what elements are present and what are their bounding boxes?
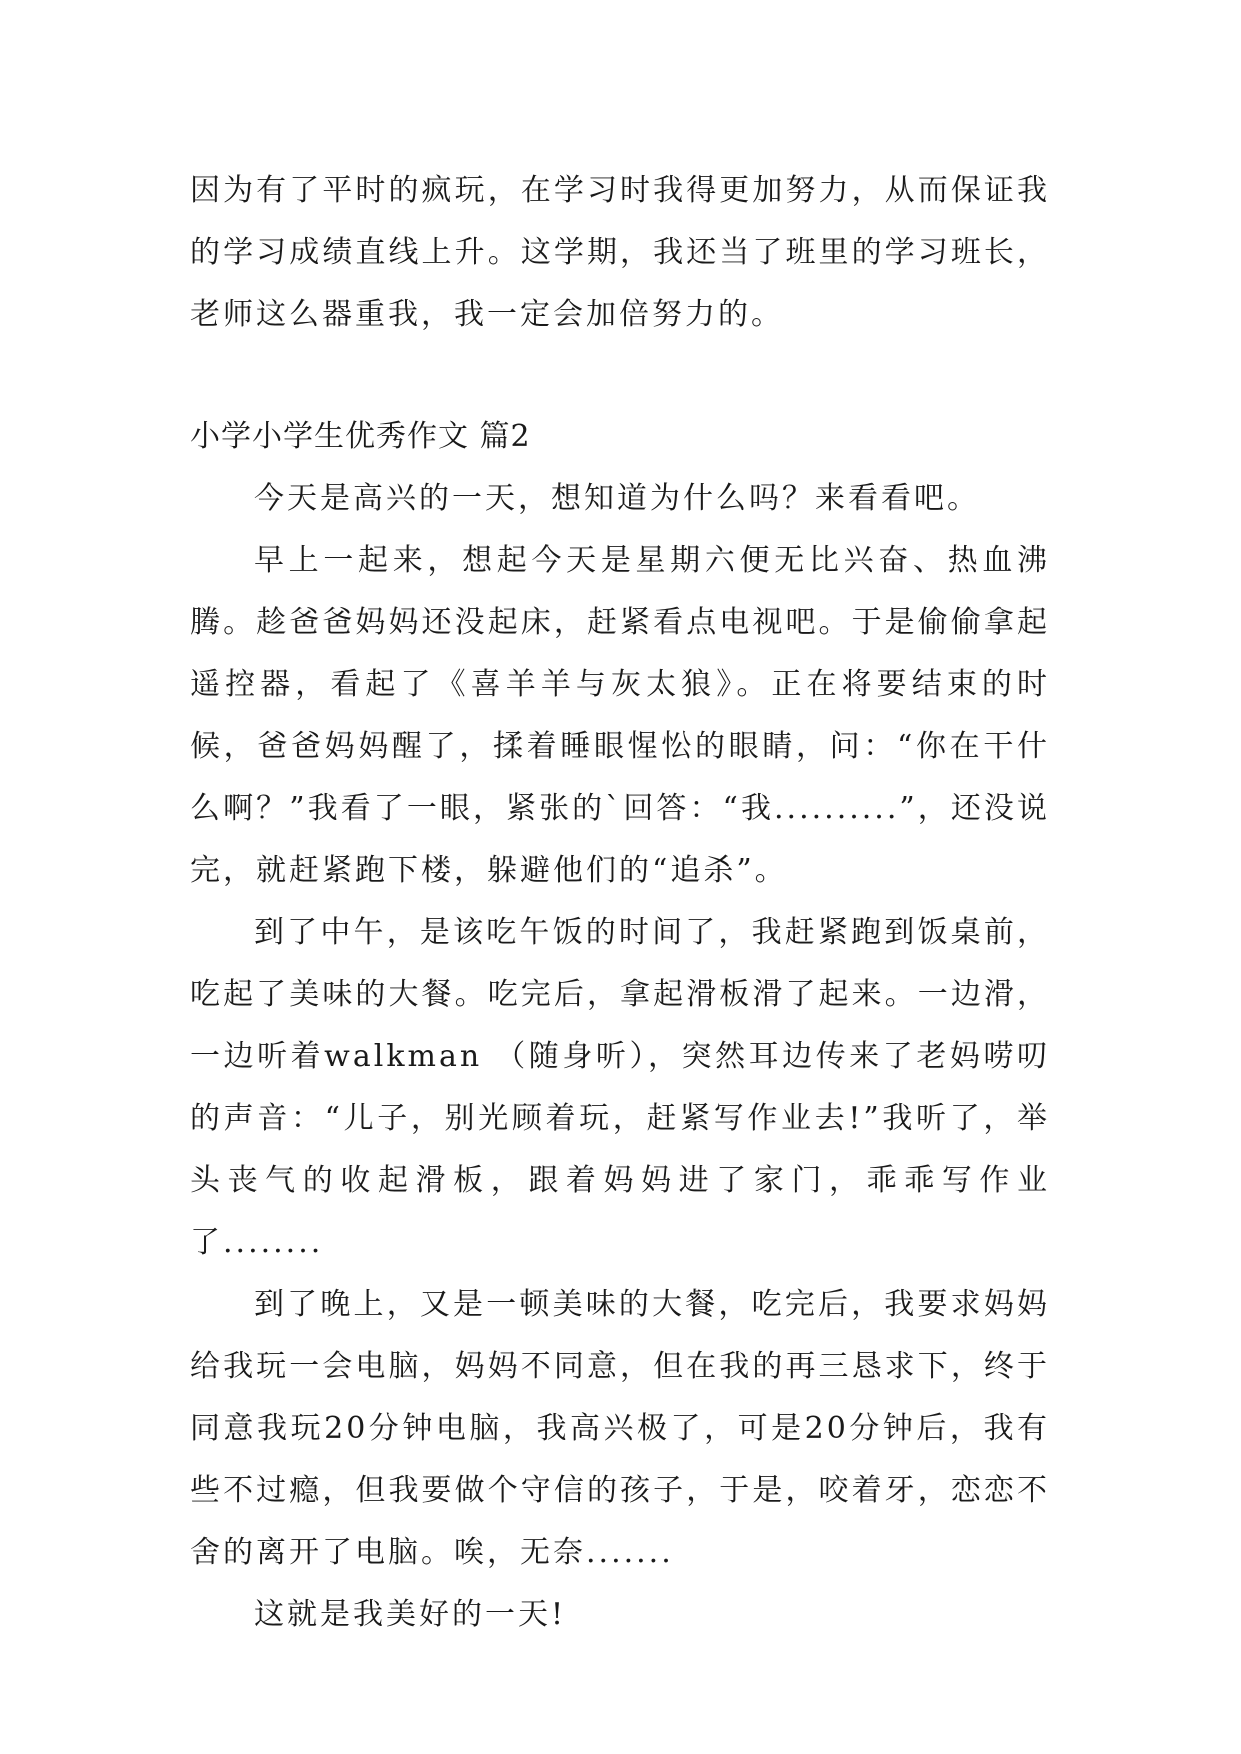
paragraph: 到了晚上，又是一顿美味的大餐，吃完后，我要求妈妈给我玩一会电脑，妈妈不同意，但在我的再三恳求下，终于同意我玩20分钟电脑，我高兴极了，可是20分钟后，我有些不过瘾，但我要做个守信的孩子，于是，咬着牙，恋恋不舍的离开了电脑。唉，无奈....... [190, 1287, 1050, 1570]
section-title: 小学小学生优秀作文 篇2 [190, 419, 531, 454]
paragraph: 今天是高兴的一天，想知道为什么吗？来看看吧。 [254, 481, 980, 516]
paragraph: 到了中午，是该吃午饭的时间了，我赶紧跑到饭桌前，吃起了美味的大餐。吃完后，拿起滑板滑了起来。一边滑，一边听着walkman （随身听），突然耳边传来了老妈唠叨的声音：“儿子，别光顾着玩，赶紧写作业去!”我听了，举头丧气的收起滑板，跟着妈妈进了家门，乖乖写作业了........ [190, 915, 1050, 1260]
document-page [190, 160, 1050, 1646]
paragraph: 这就是我美好的一天! [254, 1597, 567, 1632]
section-gap [190, 346, 1050, 406]
paragraph: 早上一起来，想起今天是星期六便无比兴奋、热血沸腾。趁爸爸妈妈还没起床，赶紧看点电视吧。于是偷偷拿起遥控器，看起了《喜羊羊与灰太狼》。正在将要结束的时候，爸爸妈妈醒了，揉着睡眼惺忪的眼睛，问：“你在干什么啊？”我看了一眼，紧张的`回答：“我..........”，还没说完，就赶紧跑下楼，躲避他们的“追杀”。 [190, 543, 1050, 888]
paragraph-continuation: 因为有了平时的疯玩，在学习时我得更加努力，从而保证我的学习成绩直线上升。这学期，我还当了班里的学习班长，老师这么器重我，我一定会加倍努力的。 [190, 173, 1050, 332]
